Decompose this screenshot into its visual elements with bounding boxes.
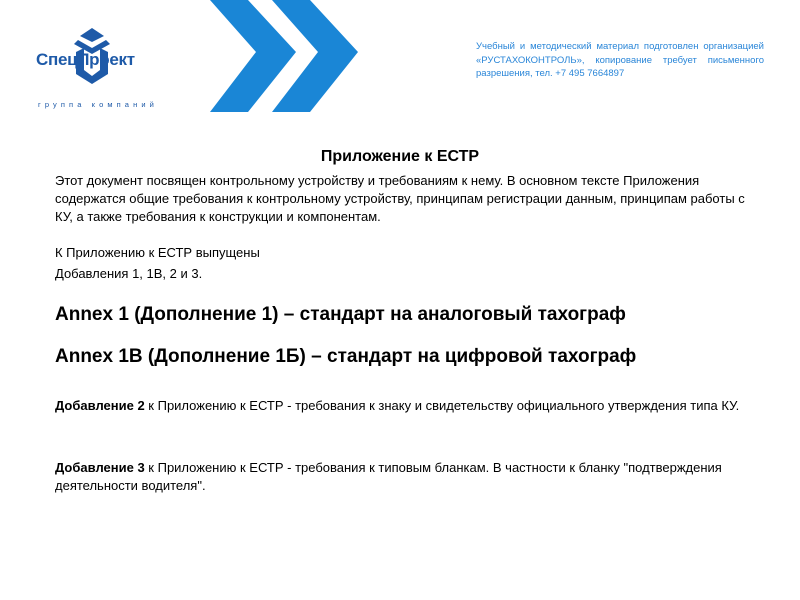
annex-1-heading: Annex 1 (Дополнение 1) – стандарт на аналоговый тахограф [55, 304, 626, 325]
intro-paragraph: Этот документ посвящен контрольному устройству и требованиям к нему. В основном тексте Приложения содержатся общие требования к контрольному устройству, принципам регистрации данным, принципам работы с КУ, а также требования к конструкции и компонентам. [55, 173, 745, 224]
addition-3-text: к Приложению к ЕСТР - требования к типовым бланкам. В частности к бланку "подтверждения деятельности водителя". [55, 460, 722, 493]
company-subtitle: группа компаний [38, 100, 158, 109]
additions-line: Добавления 1, 1В, 2 и 3. [55, 266, 203, 281]
addition-3-paragraph [55, 459, 765, 495]
chevron-decoration-icon [200, 0, 360, 140]
copyright-notice: Учебный и методический материал подготовлен организацией «РУСТАХОКОНТРОЛЬ», копирование требует письменного разрешения, тел. +7 495 7664897 [476, 41, 764, 79]
annex-1b-heading: Annex 1B (Дополнение 1Б) – стандарт на цифровой тахограф [55, 346, 637, 367]
addition-2-text: к Приложению к ЕСТР - требования к знаку и свидетельству официального утверждения типа КУ. [144, 398, 740, 413]
addition-3-label: Добавление 3 [55, 460, 145, 475]
page-title: Приложение к ЕСТР [320, 148, 480, 165]
company-name: СпецПроект [36, 50, 135, 69]
addition-2-label: Добавление 2 [55, 398, 145, 413]
addition-2-paragraph [55, 397, 765, 415]
issued-line: К Приложению к ЕСТР выпущены [55, 245, 260, 260]
